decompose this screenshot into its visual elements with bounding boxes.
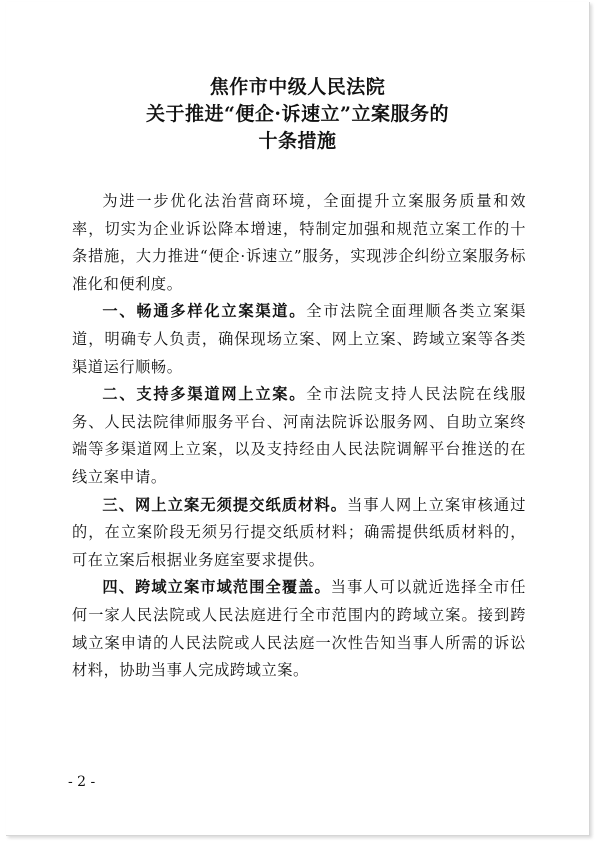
- paragraph-text: 当事人可以就近选择全市任何一家人民法院或人民法庭进行全市范围内的跨域立案。接到跨域立案申请的人民法院或人民法庭一次性告知当事人所需的诉讼材料，协助当事人完成跨域立案。: [72, 578, 526, 680]
- paragraph-text: 全市法院全面理顺各类立案渠道，明确专人负责，确保现场立案、网上立案、跨域立案等各类渠道运行顺畅。: [72, 302, 526, 376]
- measure-heading: 二、支持多渠道网上立案。: [102, 385, 307, 404]
- measure-1-paragraph: [72, 298, 526, 381]
- measure-3-paragraph: [72, 492, 526, 575]
- document-page: [6, 2, 590, 836]
- document-body: [72, 188, 526, 685]
- measure-heading: 一、畅通多样化立案渠道。: [102, 302, 307, 321]
- document-title: [6, 74, 589, 155]
- page-number: - 2 -: [68, 774, 96, 790]
- title-line-2: 关于推进“便企·诉速立”立案服务的: [146, 103, 449, 125]
- measure-heading: 四、跨域立案市域范围全覆盖。: [102, 578, 331, 597]
- intro-paragraph: [72, 188, 526, 298]
- paragraph-text: 全市法院支持人民法院在线服务、人民法院律师服务平台、河南法院诉讼服务网、自助立案终端等多渠道网上立案，以及支持经由人民法院调解平台推送的在线立案申请。: [72, 385, 526, 486]
- title-line-1: 焦作市中级人民法院: [209, 76, 386, 98]
- title-line-3: 十条措施: [258, 130, 337, 152]
- measure-2-paragraph: [72, 381, 526, 491]
- paragraph-text: 为进一步优化法治营商环境，全面提升立案服务质量和效率，切实为企业诉讼降本增速，特制定加强和规范立案工作的十条措施，大力推进“便企·诉速立”服务，实现涉企纠纷立案服务标准化和便利度。: [72, 192, 526, 293]
- paragraph-text: 当事人网上立案审核通过的，在立案阶段无须另行提交纸质材料；确需提供纸质材料的，可在立案后根据业务庭室要求提供。: [72, 495, 526, 569]
- measure-4-paragraph: [72, 574, 526, 684]
- measure-heading: 三、网上立案无须提交纸质材料。: [102, 495, 348, 514]
